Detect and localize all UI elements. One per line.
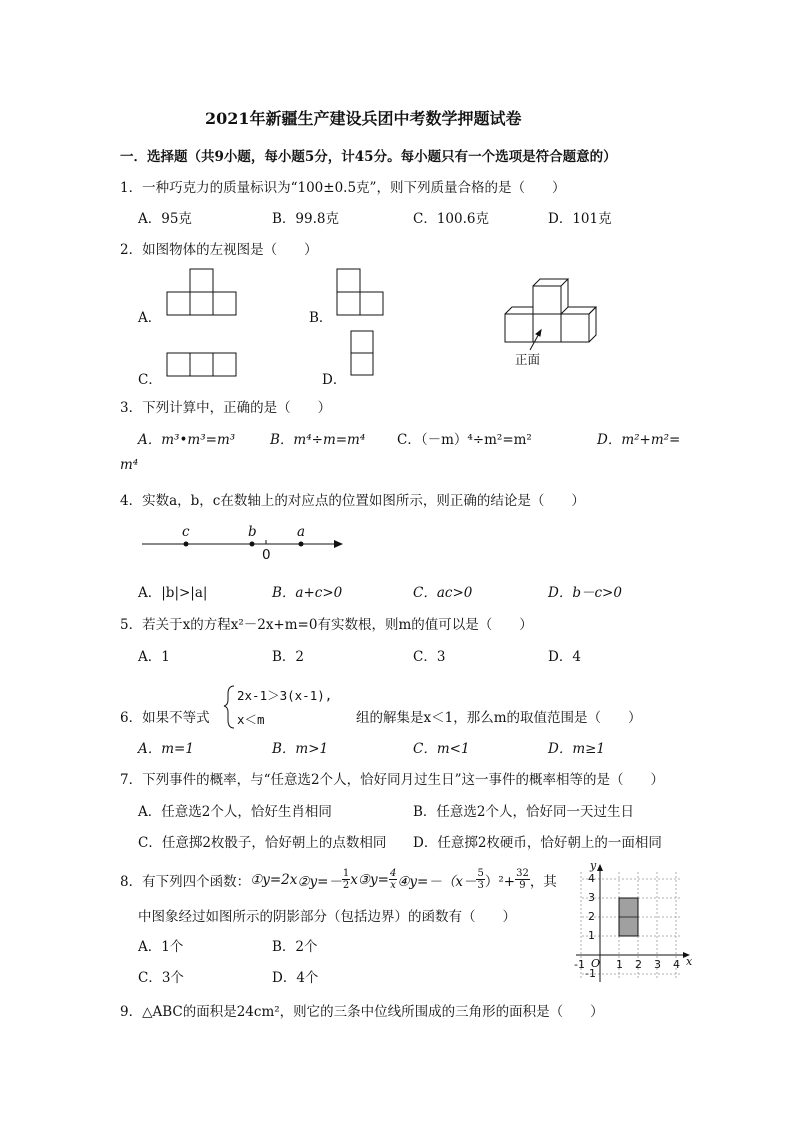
question-8-option-a[interactable]: A．1个 — [138, 939, 184, 955]
question-8-option-b[interactable]: B．2个 — [272, 939, 318, 955]
label-a: a — [297, 524, 306, 540]
x-tick-3: 3 — [654, 958, 661, 971]
y-axis-label: y — [590, 859, 597, 872]
question-7-option-c[interactable]: C．任意掷2枚骰子，恰好朝上的点数相同 — [138, 835, 387, 851]
question-7-option-a[interactable]: A．任意选2个人，恰好生肖相同 — [138, 804, 332, 820]
page-title: 2021年新疆生产建设兵团中考数学押题试卷 — [205, 109, 522, 128]
question-4-option-a[interactable]: A．|b|>|a| — [138, 585, 208, 601]
question-3-option-d-cont: m⁴ — [120, 457, 139, 473]
x-tick-2: 2 — [635, 958, 642, 971]
question-5-option-c[interactable]: C．3 — [413, 649, 446, 665]
y-tick-minus-1: -1 — [585, 967, 596, 980]
question-1-stem: 1．一种巧克力的质量标识为“100±0.5克”，则下列质量合格的是（ ） — [120, 180, 566, 196]
question-8-intro: 8．有下列四个函数： — [120, 873, 251, 890]
question-3-option-b[interactable]: B．m⁴÷m=m⁴ — [270, 432, 366, 448]
question-6-suffix: 组的解集是x＜1，那么m的取值范围是（ ） — [356, 710, 642, 726]
y-tick-2: 2 — [588, 910, 595, 923]
question-2-option-a[interactable]: A． — [138, 310, 162, 326]
question-1-option-b[interactable]: B．99.8克 — [272, 211, 339, 227]
question-5-option-d[interactable]: D．4 — [548, 649, 581, 665]
question-3-option-c[interactable]: C．（－m）⁴÷m²=m² — [397, 432, 532, 448]
section-header: 一．选择题（共9小题，每小题5分，计45分。每小题只有一个选项是符合题意的） — [120, 149, 617, 165]
origin-label: O — [591, 957, 601, 970]
question-8-option-c[interactable]: C．3个 — [138, 970, 184, 986]
inequality-line-1: 2x-1＞3(x-1), — [237, 688, 333, 703]
question-6-prefix: 6．如果不等式 — [120, 710, 210, 726]
question-4-option-d[interactable]: D．b－c>0 — [548, 585, 622, 601]
question-2-stem: 2．如图物体的左视图是（ ） — [120, 242, 318, 258]
function-1: ①y=2x — [250, 871, 298, 888]
label-c: c — [182, 524, 190, 540]
function-4-middle: ）²+ — [484, 873, 516, 890]
function-2-fraction: $\frac{1}{2}$ — [342, 868, 350, 891]
x-tick-minus-1: -1 — [574, 958, 585, 971]
question-5-option-a[interactable]: A．1 — [138, 649, 170, 665]
function-2-suffix: x — [350, 871, 358, 888]
question-7-option-d[interactable]: D．任意掷2枚硬币，恰好朝上的一面相同 — [413, 835, 662, 851]
question-7-option-b[interactable]: B．任意选2个人，恰好同一天过生日 — [413, 804, 635, 820]
question-7-stem: 7．下列事件的概率，与“任意选2个人，恰好同月过生日”这一事件的概率相等的是（ ） — [120, 772, 664, 788]
question-6-option-b[interactable]: B．m>1 — [272, 741, 329, 757]
question-1-option-a[interactable]: A．95克 — [138, 211, 192, 227]
question-6-option-c[interactable]: C．m<1 — [413, 741, 470, 757]
question-4-stem: 4．实数a，b，c在数轴上的对应点的位置如图所示，则正确的结论是（ ） — [120, 493, 585, 509]
question-4-option-b[interactable]: B．a+c>0 — [272, 585, 343, 601]
x-tick-1: 1 — [616, 958, 623, 971]
label-b: b — [248, 524, 257, 540]
question-2-option-d[interactable]: D． — [322, 372, 347, 388]
question-8-stem-2: 中图象经过如图所示的阴影部分（包括边界）的函数有（ ） — [138, 909, 516, 925]
inequality-line-2: x＜m — [237, 712, 265, 727]
function-4-prefix: ④y=－（x－ — [397, 873, 477, 890]
y-tick-3: 3 — [588, 891, 595, 904]
label-zero: 0 — [262, 547, 271, 563]
question-1-option-c[interactable]: C．100.6克 — [413, 211, 489, 227]
question-3-option-d[interactable]: D．m²+m²= — [597, 432, 681, 448]
question-2-option-c[interactable]: C． — [138, 372, 162, 388]
question-6-option-d[interactable]: D．m≥1 — [548, 741, 606, 757]
question-5-option-b[interactable]: B．2 — [272, 649, 305, 665]
question-4-option-c[interactable]: C．ac>0 — [413, 585, 473, 601]
x-axis-label: x — [686, 955, 693, 968]
question-3-stem: 3．下列计算中，正确的是（ ） — [120, 400, 332, 416]
y-tick-1: 1 — [588, 929, 595, 942]
question-6-option-a[interactable]: A．m=1 — [138, 741, 194, 757]
function-3-fraction: $\frac{4}{x}$ — [389, 868, 397, 891]
function-4-fraction-b: $\frac{32}{9}$ — [516, 868, 529, 891]
question-3-option-a[interactable]: A．m³•m³=m³ — [138, 432, 236, 448]
question-1-option-d[interactable]: D．101克 — [548, 211, 612, 227]
x-tick-4: 4 — [673, 958, 680, 971]
function-3-prefix: ③y= — [357, 871, 389, 888]
function-2-prefix: ②y=－ — [297, 873, 342, 890]
question-8-option-d[interactable]: D．4个 — [272, 970, 319, 986]
function-4-suffix: ，其 — [529, 873, 557, 890]
front-label: 正面 — [515, 352, 541, 367]
question-9-stem: 9．△ABC的面积是24cm²，则它的三条中位线所围成的三角形的面积是（ ） — [120, 1004, 604, 1020]
function-4-fraction-a: $\frac{5}{3}$ — [477, 868, 484, 891]
question-2-option-b[interactable]: B． — [309, 310, 333, 326]
y-tick-4: 4 — [588, 872, 595, 885]
question-5-stem: 5．若关于x的方程x²－2x+m=0有实数根，则m的值可以是（ ） — [120, 617, 533, 633]
